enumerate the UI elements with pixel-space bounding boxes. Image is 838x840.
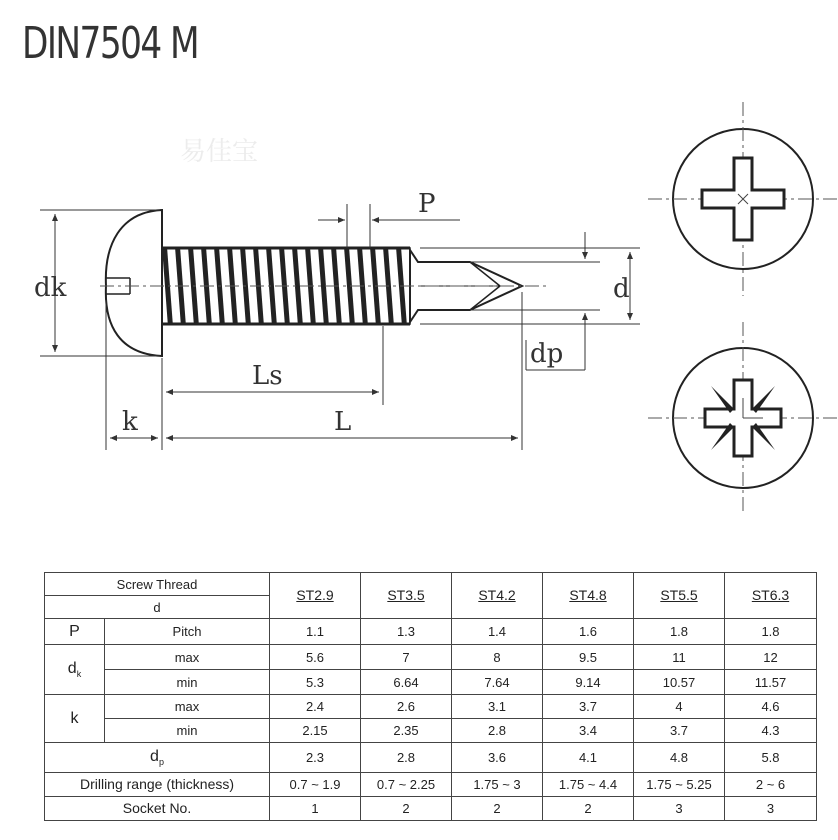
table-cell: 0.7 ~ 1.9 <box>270 773 361 797</box>
table-cell: 2.8 <box>361 743 452 773</box>
dp-symbol-sub: p <box>158 757 164 767</box>
table-cell: 5.6 <box>270 645 361 670</box>
table-cell: 7.64 <box>452 670 543 695</box>
table-cell: 3.6 <box>452 743 543 773</box>
table-cell: 2 <box>543 797 634 821</box>
table-cell: 1.75 ~ 3 <box>452 773 543 797</box>
table-cell: 2.4 <box>270 695 361 719</box>
table-cell: 2 <box>452 797 543 821</box>
table-cell: 7 <box>361 645 452 670</box>
table-cell: 1 <box>270 797 361 821</box>
table-cell: 9.5 <box>543 645 634 670</box>
socket-no-label: Socket No. <box>45 797 270 821</box>
table-cell: 11 <box>634 645 725 670</box>
table-row <box>45 773 817 797</box>
dk-symbol <box>45 645 105 695</box>
screw-thread-header: Screw Thread <box>45 573 270 596</box>
dk-label: dk <box>34 273 67 303</box>
page-title: DIN7504 M <box>22 18 199 69</box>
table-row <box>45 695 817 719</box>
table-row <box>45 719 817 743</box>
table-cell: 4.1 <box>543 743 634 773</box>
table-row <box>45 619 817 645</box>
table-cell: 4.8 <box>634 743 725 773</box>
d-header: d <box>45 596 270 619</box>
table-cell: 3.7 <box>543 695 634 719</box>
dp-symbol <box>45 743 270 773</box>
table-header-row <box>45 573 817 596</box>
max-label: max <box>105 695 270 719</box>
table-cell: 1.4 <box>452 619 543 645</box>
dk-symbol-main: d <box>67 660 77 677</box>
phillips-head-view <box>648 102 838 296</box>
max-label: max <box>105 645 270 670</box>
p-symbol: P <box>45 619 105 645</box>
table-cell: 2.3 <box>270 743 361 773</box>
table-cell: 8 <box>452 645 543 670</box>
size-header-st4.8: ST4.8 <box>543 573 634 619</box>
table-cell: 3.7 <box>634 719 725 743</box>
table-row <box>45 670 817 695</box>
table-cell: 4.6 <box>725 695 817 719</box>
pitch-label: P <box>418 189 436 219</box>
pozidriv-head-view <box>648 322 838 512</box>
size-header-st3.5: ST3.5 <box>361 573 452 619</box>
table-cell: 0.7 ~ 2.25 <box>361 773 452 797</box>
table-cell: 1.75 ~ 5.25 <box>634 773 725 797</box>
table-cell: 5.3 <box>270 670 361 695</box>
table-cell: 1.6 <box>543 619 634 645</box>
min-label: min <box>105 719 270 743</box>
table-cell: 9.14 <box>543 670 634 695</box>
table-row <box>45 797 817 821</box>
min-label: min <box>105 670 270 695</box>
drilling-range-label: Drilling range (thickness) <box>45 773 270 797</box>
dk-symbol-sub: k <box>76 669 82 679</box>
table-cell: 12 <box>725 645 817 670</box>
k-symbol: k <box>45 695 105 743</box>
table-row <box>45 743 817 773</box>
dp-label: dp <box>530 339 564 369</box>
table-cell: 2 <box>361 797 452 821</box>
screw-head <box>106 210 162 356</box>
table-cell: 5.8 <box>725 743 817 773</box>
l-label: L <box>334 407 352 437</box>
table-cell: 4 <box>634 695 725 719</box>
table-cell: 2.15 <box>270 719 361 743</box>
ls-label: Ls <box>252 361 283 391</box>
size-header-st2.9: ST2.9 <box>270 573 361 619</box>
pitch-label: Pitch <box>105 619 270 645</box>
table-cell: 6.64 <box>361 670 452 695</box>
spec-table <box>44 572 817 821</box>
table-cell: 2 ~ 6 <box>725 773 817 797</box>
table-cell: 2.6 <box>361 695 452 719</box>
watermark-text: 易佳宝 <box>180 137 259 167</box>
table-cell: 3 <box>725 797 817 821</box>
dp-symbol-main: d <box>150 748 159 765</box>
table-row <box>45 645 817 670</box>
k-label: k <box>122 407 138 437</box>
table-cell: 1.8 <box>725 619 817 645</box>
table-cell: 3.4 <box>543 719 634 743</box>
d-label: d <box>613 274 630 304</box>
table-cell: 1.3 <box>361 619 452 645</box>
screw-technical-drawing <box>0 90 838 560</box>
table-cell: 10.57 <box>634 670 725 695</box>
size-header-st5.5: ST5.5 <box>634 573 725 619</box>
table-cell: 4.3 <box>725 719 817 743</box>
table-cell: 3 <box>634 797 725 821</box>
table-cell: 1.1 <box>270 619 361 645</box>
size-header-st6.3: ST6.3 <box>725 573 817 619</box>
table-cell: 1.75 ~ 4.4 <box>543 773 634 797</box>
table-cell: 2.35 <box>361 719 452 743</box>
table-cell: 11.57 <box>725 670 817 695</box>
table-cell: 2.8 <box>452 719 543 743</box>
size-header-st4.2: ST4.2 <box>452 573 543 619</box>
table-cell: 1.8 <box>634 619 725 645</box>
table-cell: 3.1 <box>452 695 543 719</box>
